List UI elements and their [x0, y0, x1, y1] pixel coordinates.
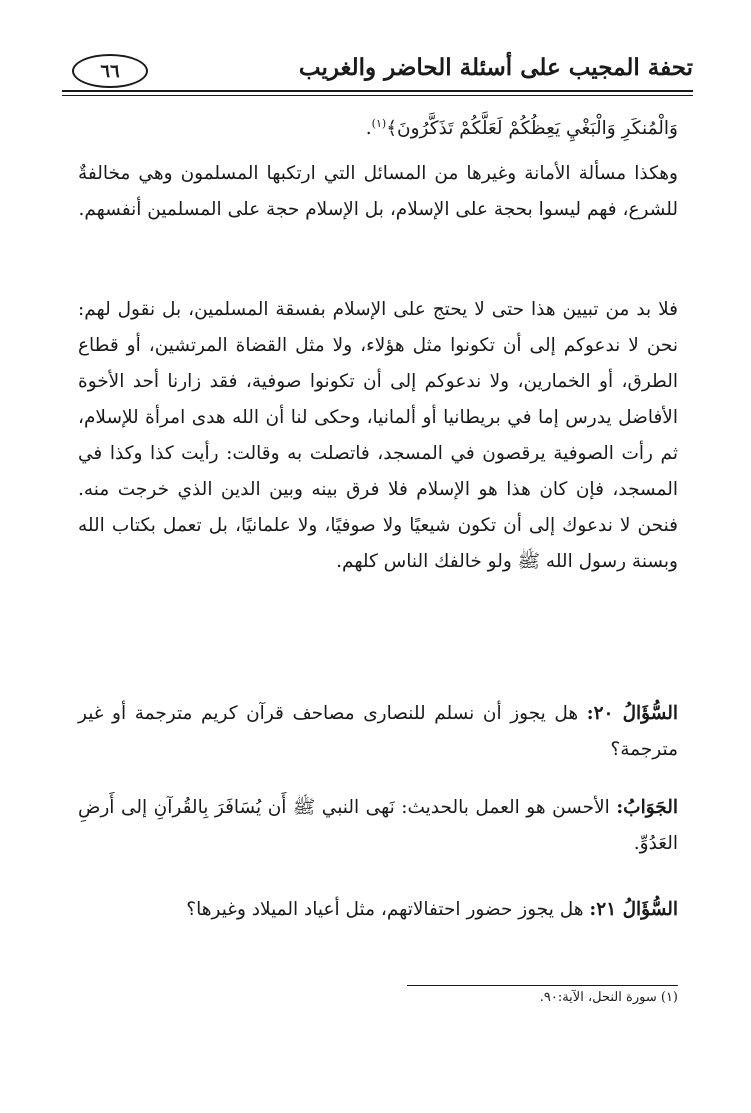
paragraph-1: وهكذا مسألة الأمانة وغيرها من المسائل التي ارتكبها المسلمون وهي مخالفةٌ للشرع، فهم ليسوا بحجة على الإسلام، بل الإسلام حجة على المسلمين أنفسهم.: [78, 163, 678, 220]
verse-footnote-mark: (١): [371, 117, 387, 130]
question-20-text: هل يجوز أن نسلم للنصارى مصاحف قرآن كريم مترجمة أو غير مترجمة؟: [78, 703, 678, 760]
running-header: [62, 52, 693, 98]
question-21-text: هل يجوز حضور احتفالاتهم، مثل أعياد الميلاد وغيرها؟: [186, 899, 584, 920]
verse-text: وَالْمُنكَرِ وَالْبَغْيِ يَعِظُكُمْ لَعَلَّكُمْ تَذَكَّرُونَ﴾: [386, 118, 678, 140]
question-20-label: السُّؤَالُ ٢٠:: [586, 703, 679, 724]
question-21: [78, 892, 678, 928]
footnote: [540, 990, 678, 1005]
verse-end: .: [365, 118, 372, 140]
paragraph-2: فلا بد من تبيين هذا حتى لا يحتج على الإسلام بفسقة المسلمين، بل نقول لهم: نحن لا ندعوكم إلى أن تكونوا مثل هؤلاء، ولا مثل القضاة المرتشين، أو قطاع الطرق، أو الخمارين، ولا ندعوكم إلى أن تكونوا صوفية، فقد زارنا أحد الأخوة الأفاضل يدرس إما في بريطانيا أو ألمانيا، وحكى لنا أن الله هدى امرأة للإسلام، ثم رأت الصوفية يرقصون في المسجد، فاتصلت به وقالت: رأيت كذا وكذا في المسجد، فإن كان هذا هو الإسلام فلا فرق بينه وبين الدين الذي خرجت منه. فنحن لا ندعوك إلى أن تكون شيعيًا ولا صوفيًا، ولا علمانيًا، بل تعمل بكتاب الله وبسنة رسول الله ﷺ ولو خالفك الناس كلهم.: [78, 299, 678, 572]
footnote-text: سورة النحل، الآية:٩٠.: [539, 990, 657, 1005]
page-number: ٦٦: [72, 54, 148, 88]
answer-text: الأحسن هو العمل بالحديث: نَهى النبي ﷺ أَن يُسَافَرَ بِالقُرآنِ إلى أَرضِ العَدُوِّ.: [78, 797, 678, 854]
header-rule: [62, 90, 693, 92]
answer-20: [78, 790, 678, 862]
answer-label: الجَوَابُ:: [616, 797, 678, 818]
footnote-rule: [407, 985, 678, 986]
footnote-mark: (١): [660, 990, 678, 1005]
question-21-label: السُّؤَالُ ٢١:: [589, 899, 678, 920]
question-20: [78, 696, 678, 768]
header-rule-thin: [62, 95, 693, 96]
verse-line: [78, 106, 678, 147]
book-title: تحفة المجيب على أسئلة الحاضر والغريب: [298, 54, 693, 81]
